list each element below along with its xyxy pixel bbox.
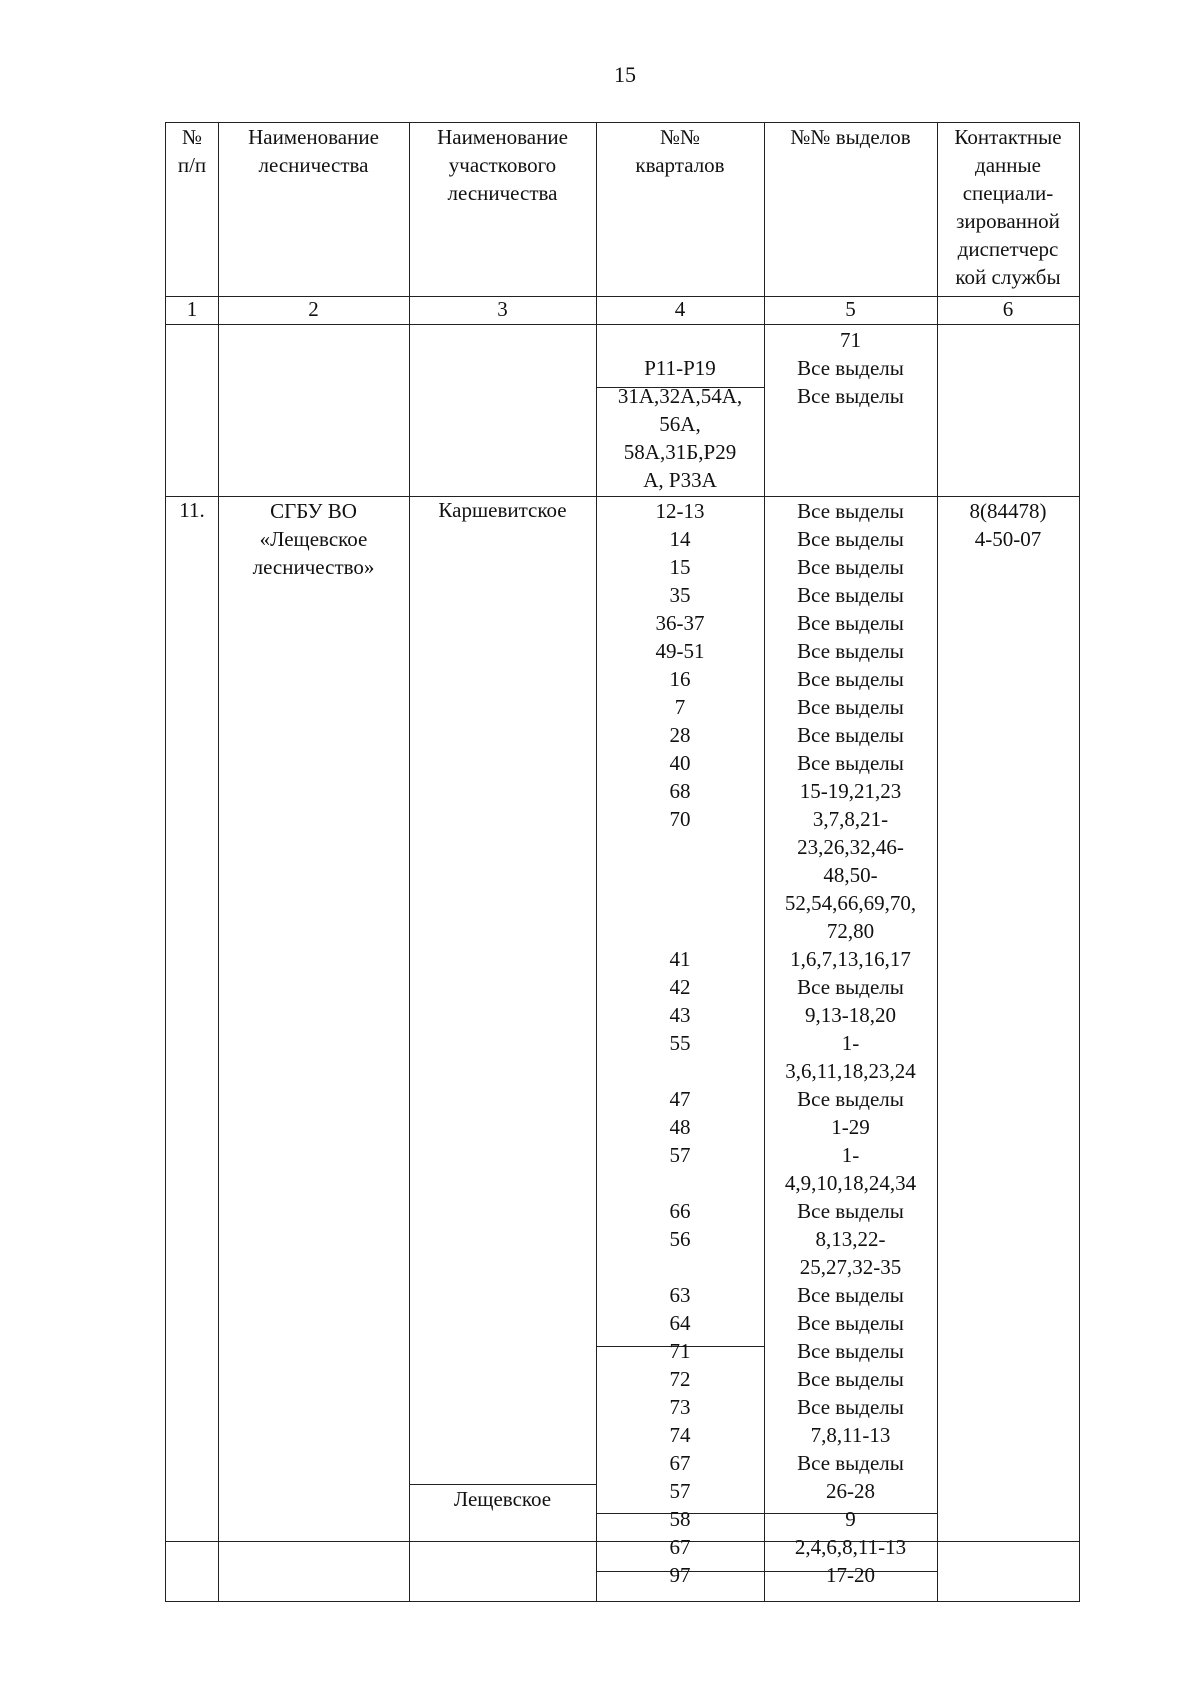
header-quarters: №№ кварталов [635, 125, 725, 177]
quarter-number: 57 [669, 1143, 691, 1167]
row-divider [409, 1484, 596, 1485]
quarter-number [596, 889, 764, 917]
allotment-cell: 71 Все выделы [797, 328, 904, 380]
district-name: Каршевитское [438, 498, 567, 522]
allotment-numbers: 15-19,21,23 [799, 779, 902, 803]
allotment-numbers: 72,80 [826, 919, 875, 943]
header-number: № п/п [177, 125, 207, 177]
quarter-number: 70 [669, 807, 691, 831]
quarter-number: 42 [669, 975, 691, 999]
allotment-numbers: 3,7,8,21- [812, 807, 889, 831]
quarter-number [596, 861, 764, 889]
quarter-number: 41 [669, 947, 691, 971]
allotment-numbers: Все выделы [797, 1087, 904, 1111]
column-number: 5 [845, 297, 856, 321]
contact-phone: 8(84478) 4-50-07 [969, 499, 1047, 551]
allotment-numbers: Все выделы [797, 527, 904, 551]
allotment-numbers: 9 [845, 1507, 856, 1531]
allotment-numbers: 3,6,11,18,23,24 [785, 1059, 916, 1083]
column-number: 2 [308, 297, 319, 321]
allotment-numbers: 23,26,32,46- [797, 835, 904, 859]
allotment-numbers: Все выделы [797, 695, 904, 719]
col-divider [937, 123, 938, 1601]
column-number: 1 [186, 297, 198, 321]
allotment-numbers: 26-28 [826, 1479, 875, 1503]
quarter-number: 15 [669, 555, 691, 579]
row-number: 11. [179, 498, 205, 522]
quarter-number: 97 [669, 1563, 691, 1587]
allotment-numbers: 1,6,7,13,16,17 [790, 947, 911, 971]
header-contacts: Контактные данные специали- зированной диспетчерс кой службы [954, 125, 1062, 289]
allotment-numbers: 17-20 [826, 1563, 875, 1587]
quarter-cell: 31А,32А,54А, 56А, 58А,31Б,Р29 А, Р33А [617, 384, 743, 492]
allotment-numbers: Все выделы [797, 639, 904, 663]
allotment-numbers: Все выделы [797, 723, 904, 747]
allotment-numbers: 25,27,32-35 [799, 1255, 902, 1279]
allotment-numbers: 8,13,22- [815, 1227, 886, 1251]
page-number: 15 [614, 62, 636, 87]
quarter-number: 47 [669, 1087, 691, 1111]
quarter-number: 56 [669, 1227, 691, 1251]
forestry-table [165, 122, 1080, 1602]
quarter-cell: Р11-Р19 [644, 356, 716, 380]
allotment-numbers: Все выделы [797, 1395, 904, 1419]
quarter-number: 43 [669, 1003, 691, 1027]
allotment-numbers: 4,9,10,18,24,34 [784, 1171, 917, 1195]
quarter-number [596, 833, 764, 861]
allotment-numbers: Все выделы [797, 1283, 904, 1307]
quarter-number: 12-13 [655, 499, 705, 523]
quarter-number: 7 [674, 695, 686, 719]
quarter-number: 55 [669, 1031, 691, 1055]
quarter-number [596, 1057, 764, 1085]
header-allotments: №№ выделов [790, 125, 911, 149]
allotment-numbers: Все выделы [797, 975, 904, 999]
header-district: Наименование участкового лесничества [437, 125, 568, 205]
allotment-numbers: 52,54,66,69,70, [784, 891, 917, 915]
quarter-number [596, 1169, 764, 1197]
allotment-numbers: Все выделы [797, 667, 904, 691]
allotment-numbers: Все выделы [797, 1311, 904, 1335]
quarter-number [596, 1253, 764, 1281]
allotment-numbers: Все выделы [797, 1451, 904, 1475]
quarter-number [596, 917, 764, 945]
quarter-number: 66 [669, 1199, 691, 1223]
quarter-number: 71 [669, 1339, 691, 1363]
quarter-number: 36-37 [655, 611, 705, 635]
allotment-numbers: 48,50- [823, 863, 878, 887]
allotment-numbers: 2,4,6,8,11-13 [794, 1535, 907, 1559]
quarter-number: 14 [669, 527, 691, 551]
column-number: 6 [1002, 297, 1014, 321]
header-forestry: Наименование лесничества [248, 125, 379, 177]
allotment-numbers: Все выделы [797, 583, 904, 607]
allotment-numbers: Все выделы [797, 555, 904, 579]
col-divider [218, 123, 219, 1601]
quarter-number: 48 [669, 1115, 691, 1139]
allotment-numbers: 1-29 [831, 1115, 870, 1139]
column-numbers-divider [166, 324, 1079, 325]
quarter-number: 72 [669, 1367, 691, 1391]
allotment-numbers: Все выделы [797, 499, 904, 523]
allotment-numbers: 1- [841, 1143, 860, 1167]
district-name: Лещевское [453, 1487, 552, 1511]
quarter-number: 64 [669, 1311, 691, 1335]
quarter-number: 67 [669, 1451, 691, 1475]
quarter-number: 58 [669, 1507, 691, 1531]
quarter-number: 68 [669, 779, 691, 803]
forestry-name: СГБУ ВО «Лещевское лесничество» [252, 499, 375, 579]
column-number: 3 [497, 297, 508, 321]
quarter-number: 74 [669, 1423, 691, 1447]
allotment-numbers: Все выделы [797, 1367, 904, 1391]
quarter-number: 28 [669, 723, 691, 747]
allotment-cell: Все выделы [797, 384, 904, 408]
quarter-number: 16 [669, 667, 691, 691]
quarter-number: 57 [669, 1479, 691, 1503]
column-number: 4 [674, 297, 686, 321]
allotment-numbers: 9,13-18,20 [805, 1003, 896, 1027]
quarter-number: 67 [669, 1535, 691, 1559]
allotments-list [764, 497, 937, 1589]
quarter-number: 49-51 [655, 639, 705, 663]
quarter-number: 63 [669, 1283, 691, 1307]
allotment-numbers: Все выделы [797, 1339, 904, 1363]
allotment-numbers: Все выделы [797, 751, 904, 775]
quarters-list [596, 497, 764, 1589]
col-divider [409, 123, 410, 1601]
allotment-numbers: Все выделы [797, 611, 904, 635]
quarter-number: 73 [669, 1395, 691, 1419]
quarter-number: 40 [669, 751, 691, 775]
allotment-numbers: 1- [841, 1031, 860, 1055]
quarter-number: 35 [669, 583, 691, 607]
allotment-numbers: Все выделы [797, 1199, 904, 1223]
allotment-numbers: 7,8,11-13 [810, 1423, 891, 1447]
